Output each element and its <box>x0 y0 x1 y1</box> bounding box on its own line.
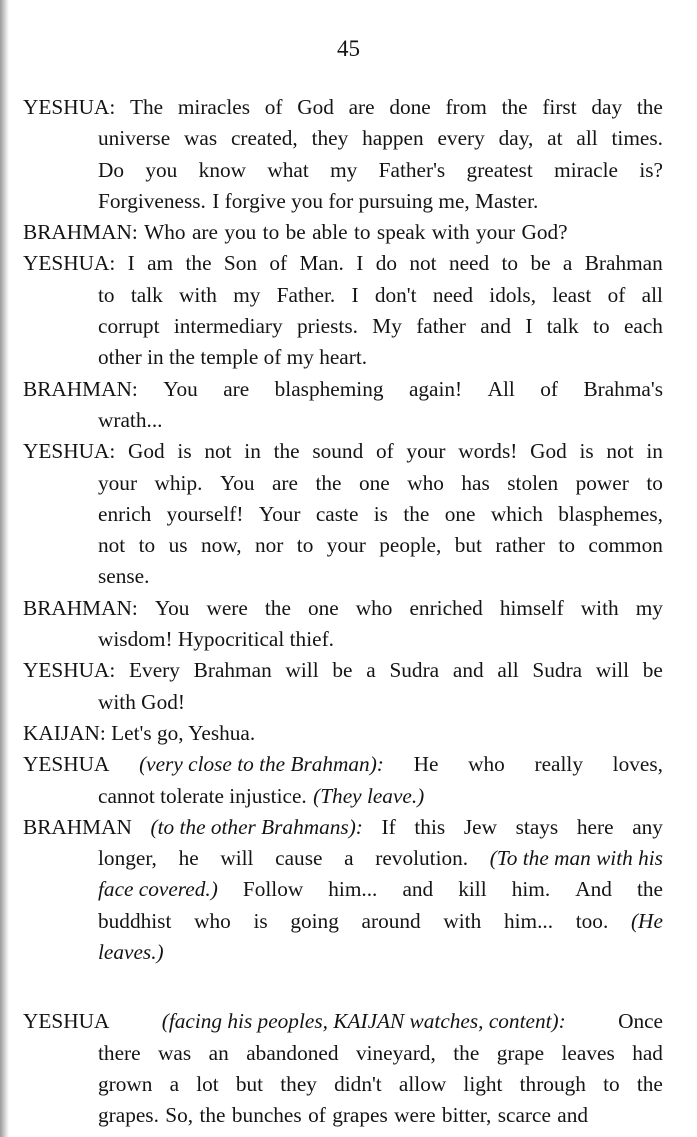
page-number: 45 <box>337 36 360 61</box>
dialogue-line-continuation <box>23 1100 663 1131</box>
text-word: was <box>158 1040 192 1065</box>
text-word: is <box>253 908 268 933</box>
text-word: had <box>632 1040 663 1065</box>
dialogue-line-continuation <box>23 405 663 436</box>
text-word: light <box>463 1071 503 1096</box>
dialogue-line-continuation <box>23 280 663 311</box>
text-word: know <box>198 157 246 182</box>
text-word: sense. <box>98 564 150 589</box>
play-text <box>23 92 663 1132</box>
text-word: day, <box>498 126 534 151</box>
text-word: is <box>373 501 388 526</box>
text-word: they <box>280 1071 317 1096</box>
text-word: in <box>244 439 261 464</box>
text-word: and <box>557 1103 589 1128</box>
text-word: this <box>414 814 446 839</box>
text-word: one <box>307 595 339 620</box>
text-word: buddhist <box>98 908 172 933</box>
text-word: not <box>606 439 634 464</box>
text-word: to <box>558 533 575 558</box>
text-word: were <box>206 595 248 620</box>
text-word: are <box>223 376 250 401</box>
text-word: vineyard, <box>355 1040 436 1065</box>
text-word: there <box>98 1040 141 1065</box>
text-word: be <box>642 658 663 683</box>
text-word: Every <box>129 658 180 683</box>
text-word: loves, <box>612 752 663 777</box>
text-word: kill <box>458 877 487 902</box>
text-word: to <box>603 1071 620 1096</box>
text-word: blaspheming <box>274 376 384 401</box>
text-word: but <box>235 1071 264 1096</box>
text-word: rather <box>495 533 545 558</box>
text-word: other in the temple of my heart. <box>98 345 368 370</box>
text-word: the <box>453 1040 480 1065</box>
text-word: My <box>372 314 402 339</box>
text-word: stolen <box>507 470 559 495</box>
text-word: will <box>285 658 319 683</box>
text-word: Brahma's <box>583 376 663 401</box>
text-word: be <box>285 220 306 245</box>
dialogue-passage <box>23 436 663 592</box>
text-word: YESHUA: <box>23 251 116 276</box>
text-word: longer, <box>98 846 157 871</box>
dialogue-line-continuation <box>23 843 663 874</box>
text-word: of <box>308 1103 326 1128</box>
text-word: going <box>290 908 339 933</box>
text-word: grown <box>98 1071 153 1096</box>
text-word: grapes <box>332 1103 388 1128</box>
text-word: a <box>366 658 376 683</box>
stage-direction: (to the other Brahmans): <box>150 814 363 839</box>
text-word: your <box>406 439 446 464</box>
text-word: If <box>381 814 396 839</box>
text-word: need <box>448 251 490 276</box>
text-word: be <box>332 658 353 683</box>
text-word: Your <box>258 501 301 526</box>
text-word: BRAHMAN: <box>23 220 138 245</box>
text-word: who <box>355 595 393 620</box>
text-word: him... <box>503 908 554 933</box>
text-word: YESHUA: <box>23 439 116 464</box>
text-word: leaves <box>561 1040 615 1065</box>
dialogue-line-continuation <box>23 311 663 342</box>
text-word: I <box>525 314 533 339</box>
text-word: I <box>127 251 135 276</box>
text-word: not <box>409 251 437 276</box>
text-word: YESHUA <box>23 1009 110 1034</box>
text-word: with <box>179 282 217 307</box>
stage-direction: (He <box>630 908 663 933</box>
text-word: your <box>476 220 516 245</box>
text-word: caste <box>315 501 359 526</box>
dialogue-line-first <box>23 718 663 749</box>
text-word: BRAHMAN: <box>23 376 138 401</box>
text-word: not <box>204 439 232 464</box>
dialogue-line-continuation <box>23 342 663 373</box>
dialogue-line-continuation <box>23 186 663 217</box>
text-word: has <box>461 470 490 495</box>
text-word: Do <box>98 157 125 182</box>
text-word: to <box>138 533 156 558</box>
text-word: I <box>356 251 364 276</box>
dialogue-passage <box>23 655 663 718</box>
text-word: with <box>580 595 619 620</box>
text-word: YESHUA: <box>23 658 116 683</box>
dialogue-line-continuation <box>23 530 663 561</box>
text-word: people, <box>379 533 442 558</box>
text-word: the <box>501 95 528 119</box>
text-word: God <box>128 439 165 464</box>
text-word: greatest <box>466 157 533 182</box>
text-word: power <box>575 470 629 495</box>
text-word: created, <box>230 126 298 151</box>
text-word: I <box>351 282 359 307</box>
dialogue-line-continuation <box>23 624 663 655</box>
stage-direction: (They leave.) <box>313 783 425 808</box>
text-word: with <box>443 908 482 933</box>
text-word: talk <box>130 282 163 307</box>
text-word: the <box>273 439 300 464</box>
text-word: the <box>636 877 663 902</box>
text-word: the <box>264 595 291 620</box>
dialogue-line-continuation <box>23 1069 663 1100</box>
text-word: abandoned <box>246 1040 339 1065</box>
text-word: Father's <box>378 157 446 182</box>
dialogue-line-continuation <box>23 468 663 499</box>
text-word: to <box>262 220 280 245</box>
dialogue-line-continuation <box>23 937 663 968</box>
text-word: yourself! <box>166 501 244 526</box>
text-word: are <box>191 220 218 245</box>
text-word: You <box>219 470 255 495</box>
text-word: who <box>407 470 444 495</box>
text-word: at <box>547 126 563 151</box>
stage-direction: (very close to the Brahman): <box>139 752 384 777</box>
text-word: Brahman <box>584 251 663 276</box>
text-word: father <box>416 314 466 339</box>
text-word: too. <box>575 908 609 933</box>
text-word: himself <box>499 595 564 620</box>
text-word: with God! <box>98 689 185 714</box>
text-word: and <box>480 314 511 339</box>
dialogue-line-continuation <box>23 561 663 592</box>
text-word: they <box>311 126 349 151</box>
text-word: idols, <box>489 282 537 307</box>
text-word: universe <box>98 126 171 151</box>
text-word: him... <box>328 877 378 902</box>
text-word: who <box>194 908 231 933</box>
text-word: didn't <box>334 1071 382 1096</box>
text-word: what <box>267 157 309 182</box>
text-word: am <box>147 251 174 276</box>
text-word: KAIJAN: Let's go, Yeshua. <box>23 720 256 745</box>
text-word: able <box>312 220 348 245</box>
text-word: scarce <box>497 1103 551 1128</box>
dialogue-line-continuation <box>23 687 663 718</box>
text-word: Sudra <box>389 658 440 683</box>
text-word: do <box>375 251 397 276</box>
text-word: cause <box>275 846 323 871</box>
text-word: God <box>297 95 334 119</box>
text-word: enrich <box>98 501 152 526</box>
text-word: is <box>177 439 192 464</box>
stage-direction: (To the man with his <box>489 846 663 871</box>
text-word: through <box>519 1071 586 1096</box>
text-word: to <box>353 220 371 245</box>
text-word: allow <box>398 1071 447 1096</box>
dialogue-passage <box>23 1006 663 1131</box>
dialogue-line-first <box>23 374 663 405</box>
text-word: of <box>264 95 283 119</box>
text-word: Sudra <box>532 658 583 683</box>
text-word: cannot tolerate injustice. <box>98 783 307 808</box>
section-break <box>23 968 663 1006</box>
text-word: Son <box>223 251 258 276</box>
dialogue-passage <box>23 593 663 656</box>
text-word: not <box>98 533 126 558</box>
text-word: blasphemes, <box>558 501 663 526</box>
text-word: YESHUA: <box>23 95 116 119</box>
text-word: So, <box>165 1103 194 1128</box>
page-binding-shadow <box>0 0 9 1137</box>
text-word: intermediary <box>173 314 283 339</box>
text-word: your <box>326 533 366 558</box>
text-word: of <box>540 376 558 401</box>
text-word: with <box>431 220 470 245</box>
text-word: the <box>636 1071 663 1096</box>
text-word: any <box>632 814 663 839</box>
text-word: my <box>330 157 358 182</box>
text-word: you <box>145 157 178 182</box>
text-word: day <box>591 95 623 119</box>
text-word: lot <box>196 1071 219 1096</box>
dialogue-line-first <box>23 593 663 624</box>
text-word: Once <box>618 1009 663 1034</box>
dialogue-line-continuation <box>23 906 663 937</box>
text-word: of <box>269 251 288 276</box>
text-word: grapes. <box>98 1103 159 1128</box>
text-word: one <box>444 501 476 526</box>
dialogue-line-continuation <box>23 155 663 186</box>
dialogue-passage <box>23 718 663 749</box>
text-word: but <box>454 533 482 558</box>
text-word: times. <box>611 126 663 151</box>
text-word: were <box>394 1103 436 1128</box>
dialogue-line-continuation <box>23 1038 663 1069</box>
dialogue-line-continuation <box>23 874 663 905</box>
dialogue-line-first <box>23 248 663 279</box>
text-word: the <box>403 501 430 526</box>
text-word: each <box>623 314 663 339</box>
text-word: speak <box>376 220 426 245</box>
text-word: need <box>432 282 474 307</box>
text-word: YESHUA <box>23 752 110 777</box>
text-word: Man. <box>299 251 344 276</box>
text-word: God? <box>521 220 568 245</box>
dialogue-line-first <box>23 1006 663 1037</box>
text-word: be <box>530 251 551 276</box>
text-word: who <box>468 752 505 777</box>
dialogue-passage <box>23 248 663 373</box>
text-word: nor <box>254 533 284 558</box>
text-word: to <box>593 314 610 339</box>
text-word: the <box>199 1103 226 1128</box>
dialogue-line-first <box>23 812 663 843</box>
text-word: is <box>579 439 594 464</box>
text-word: is? <box>639 157 663 182</box>
text-word: priests. <box>297 314 358 339</box>
text-word: the <box>636 95 663 119</box>
text-word: my <box>233 282 261 307</box>
text-word: to <box>646 470 663 495</box>
dialogue-line-first <box>23 217 663 248</box>
dialogue-line-continuation <box>23 781 663 812</box>
text-word: grape <box>496 1040 545 1065</box>
text-word: the <box>185 251 212 276</box>
text-word: wrath... <box>98 407 163 432</box>
text-word: a <box>562 251 573 276</box>
dialogue-line-first <box>23 92 663 123</box>
text-word: wisdom! Hypocritical thief. <box>98 627 334 652</box>
text-word: one <box>358 470 390 495</box>
stage-direction: face covered.) <box>98 877 218 902</box>
text-word: which <box>490 501 543 526</box>
text-word: He <box>413 752 439 777</box>
text-word: The <box>130 95 164 119</box>
text-word: now, <box>200 533 242 558</box>
text-word: you <box>224 220 257 245</box>
text-word: around <box>361 908 421 933</box>
text-word: him. <box>511 877 551 902</box>
text-word: sound <box>312 439 364 464</box>
text-word: to <box>501 251 519 276</box>
text-word: really <box>534 752 583 777</box>
text-word: first <box>542 95 577 119</box>
stage-direction: leaves.) <box>98 940 164 965</box>
dialogue-passage <box>23 92 663 217</box>
text-word: done <box>389 95 431 119</box>
text-word: from <box>445 95 487 119</box>
text-word: Forgiveness. <box>98 188 206 213</box>
text-word: Who <box>144 220 186 245</box>
text-word: and <box>402 877 434 902</box>
text-word: a <box>169 1071 180 1096</box>
text-word: least <box>552 282 592 307</box>
text-word: of <box>607 282 626 307</box>
dialogue-line-first <box>23 436 663 467</box>
text-word: my <box>635 595 663 620</box>
text-word: BRAHMAN: <box>23 595 138 620</box>
text-word: all <box>576 126 598 151</box>
text-word: Follow <box>242 877 304 902</box>
text-word: Jew <box>463 814 497 839</box>
stage-direction: (facing his peoples, KAIJAN watches, content): <box>161 1009 566 1034</box>
text-word: bitter, <box>441 1103 492 1128</box>
text-word: All <box>487 376 515 401</box>
dialogue-line-first <box>23 749 663 780</box>
text-word: Father. <box>276 282 336 307</box>
text-word: whip. <box>154 470 203 495</box>
text-word: bunches <box>231 1103 302 1128</box>
text-word: You <box>154 595 190 620</box>
text-word: revolution. <box>375 846 469 871</box>
text-word: an <box>208 1040 229 1065</box>
text-word: talk <box>546 314 579 339</box>
text-word: all <box>497 658 519 683</box>
text-word: I forgive you for pursuing me, Master. <box>212 188 539 213</box>
text-word: corrupt <box>98 314 160 339</box>
text-word: stays <box>515 814 559 839</box>
text-word: us <box>168 533 188 558</box>
text-word: words! <box>458 439 518 464</box>
text-word: and <box>452 658 484 683</box>
text-word: miracles <box>177 95 250 119</box>
text-word: to <box>296 533 314 558</box>
text-word: BRAHMAN <box>23 814 132 839</box>
text-word: was <box>184 126 218 151</box>
text-word: And <box>575 877 612 902</box>
text-word: are <box>348 95 375 119</box>
text-word: again! <box>408 376 463 401</box>
text-word: miracle <box>554 157 618 182</box>
text-word: in <box>646 439 663 464</box>
text-word: a <box>344 846 354 871</box>
dialogue-passage <box>23 374 663 437</box>
dialogue-line-first <box>23 655 663 686</box>
text-word: common <box>588 533 663 558</box>
dialogue-passage <box>23 217 663 248</box>
text-word: of <box>375 439 394 464</box>
dialogue-line-continuation <box>23 123 663 154</box>
text-word: every <box>437 126 485 151</box>
text-word: God <box>530 439 567 464</box>
text-word: the <box>315 470 342 495</box>
text-word: your <box>98 470 138 495</box>
text-word: don't <box>374 282 417 307</box>
text-word: enriched <box>409 595 483 620</box>
text-word: will <box>220 846 254 871</box>
text-word: happen <box>362 126 424 151</box>
text-word: he <box>178 846 199 871</box>
dialogue-passage <box>23 812 663 968</box>
text-word: to <box>98 282 115 307</box>
dialogue-line-continuation <box>23 499 663 530</box>
text-word: Brahman <box>193 658 272 683</box>
text-word: will <box>595 658 629 683</box>
dialogue-passage <box>23 749 663 812</box>
text-word: You <box>163 376 198 401</box>
text-word: all <box>641 282 663 307</box>
text-word: here <box>576 814 614 839</box>
text-word: are <box>271 470 298 495</box>
